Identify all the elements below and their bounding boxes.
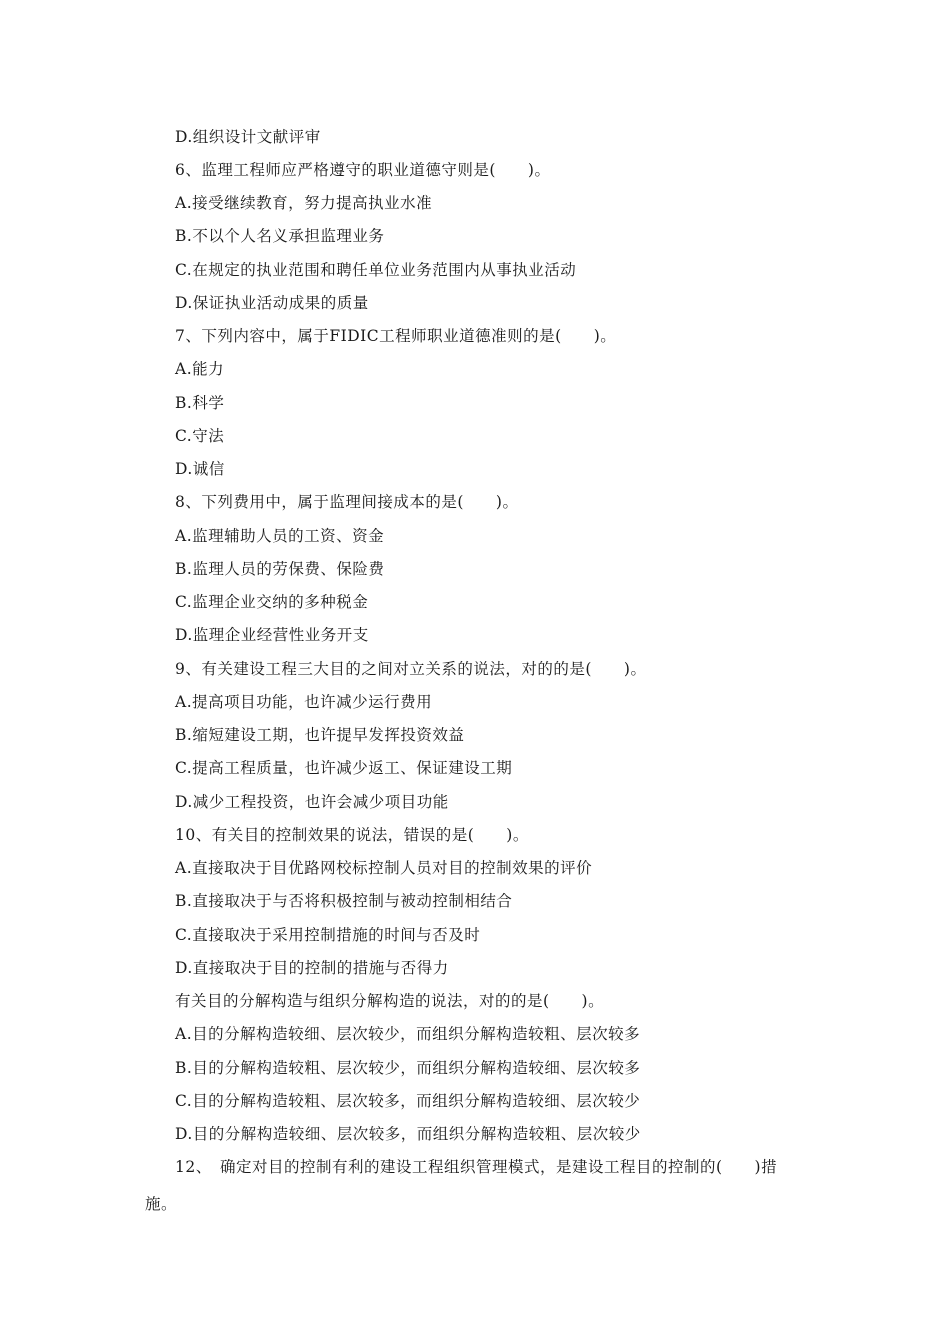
option-6c: C.在规定的执业范围和聘任单位业务范围内从事执业活动 <box>175 261 577 279</box>
question-6: 6、监理工程师应严格遵守的职业道德守则是( )。 <box>175 161 551 179</box>
option-6d: D.保证执业活动成果的质量 <box>175 294 369 312</box>
option-11c: C.目的分解构造较粗、层次较多，而组织分解构造较细、层次较少 <box>175 1092 641 1110</box>
option-10b: B.直接取决于与否将积极控制与被动控制相结合 <box>175 892 513 910</box>
option-9a: A.提高项目功能，也许减少运行费用 <box>175 693 433 711</box>
option-11a: A.目的分解构造较细、层次较少，而组织分解构造较粗、层次较多 <box>175 1025 641 1043</box>
option-7a: A.能力 <box>175 360 225 378</box>
question-12: 12、 确定对目的控制有利的建设工程组织管理模式，是建设工程目的控制的( )措 <box>175 1158 778 1176</box>
option-8b: B.监理人员的劳保费、保险费 <box>175 560 385 578</box>
option-7d: D.诚信 <box>175 460 225 478</box>
question-8: 8、下列费用中，属于监理间接成本的是( )。 <box>175 493 519 511</box>
option-10c: C.直接取决于采用控制措施的时间与否及时 <box>175 926 481 944</box>
option-8c: C.监理企业交纳的多种税金 <box>175 593 369 611</box>
option-8d: D.监理企业经营性业务开支 <box>175 626 369 644</box>
option-10d: D.直接取决于目的控制的措施与否得力 <box>175 959 449 977</box>
option-8a: A.监理辅助人员的工资、资金 <box>175 527 385 545</box>
question-10: 10、有关目的控制效果的说法，错误的是( )。 <box>175 826 529 844</box>
option-7b: B.科学 <box>175 394 225 412</box>
question-11: 有关目的分解构造与组织分解构造的说法，对的的是( )。 <box>175 992 605 1010</box>
option-10a: A.直接取决于目优路网校标控制人员对目的控制效果的评价 <box>175 859 593 877</box>
question-9: 9、有关建设工程三大目的之间对立关系的说法，对的的是( )。 <box>175 660 647 678</box>
option-5d: D.组织设计文献评审 <box>175 128 321 146</box>
question-12-continuation: 施。 <box>145 1195 178 1213</box>
option-7c: C.守法 <box>175 427 225 445</box>
option-9d: D.减少工程投资，也许会减少项目功能 <box>175 793 449 811</box>
option-6b: B.不以个人名义承担监理业务 <box>175 227 385 245</box>
option-11d: D.目的分解构造较细、层次较多，而组织分解构造较粗、层次较少 <box>175 1125 641 1143</box>
option-6a: A.接受继续教育，努力提高执业水准 <box>175 194 433 212</box>
option-9b: B.缩短建设工期，也许提早发挥投资效益 <box>175 726 465 744</box>
option-11b: B.目的分解构造较粗、层次较少，而组织分解构造较细、层次较多 <box>175 1059 641 1077</box>
question-7: 7、下列内容中，属于FIDIC工程师职业道德准则的是( )。 <box>175 327 617 345</box>
option-9c: C.提高工程质量，也许减少返工、保证建设工期 <box>175 759 513 777</box>
